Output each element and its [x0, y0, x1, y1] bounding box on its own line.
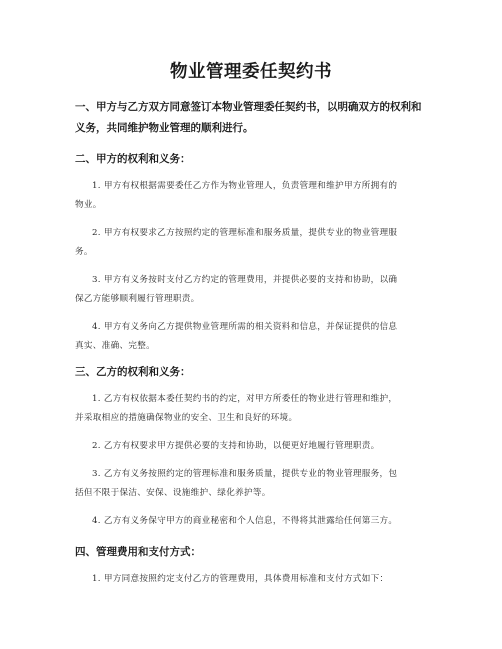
- section-3-item-1-line-2: 并采取相应的措施确保物业的安全、卫生和良好的环境。: [75, 412, 298, 423]
- section-3-item-1: [75, 390, 431, 427]
- section-3-item-4: [75, 512, 431, 531]
- section-2-heading: 二、甲方的权利和义务：: [75, 153, 191, 165]
- section-2-item-3: [75, 271, 431, 308]
- section-2-item-2-line-2: 务。: [75, 246, 93, 257]
- section-3-item-2-line-1: 2. 乙方有权要求甲方提供必要的支持和协助，以便更好地履行管理职责。: [92, 441, 380, 451]
- section-2-item-4-line-2: 真实、准确、完整。: [75, 340, 156, 351]
- section-2-item-2: [75, 224, 431, 261]
- section-4-item-1: [75, 570, 431, 589]
- section-3-item-3: [75, 465, 431, 502]
- section-3-item-1-line-1: 1. 乙方有权依据本委任契约书的约定，对甲方所委任的物业进行管理和维护，: [92, 394, 398, 404]
- section-2-item-4-line-1: 4. 甲方有义务向乙方提供物业管理所需的相关资料和信息，并保证提供的信息: [92, 322, 398, 332]
- section-4-heading: 四、管理费用和支付方式：: [75, 546, 201, 558]
- section-3-heading: 三、乙方的权利和义务：: [75, 366, 191, 378]
- section-2-item-4: [75, 318, 431, 355]
- intro-line-2: 义务，共同维护物业管理的顺利进行。: [75, 122, 254, 134]
- section-2-item-2-line-1: 2. 甲方有权要求乙方按照约定的管理标准和服务质量，提供专业的物业管理服: [92, 228, 398, 238]
- section-2-item-1-line-2: 物业。: [75, 199, 102, 210]
- section-3-item-3-line-2: 括但不限于保洁、安保、设施维护、绿化养护等。: [75, 487, 271, 498]
- section-2-item-1: [75, 177, 431, 214]
- section-3-item-2: [75, 437, 431, 456]
- document-title: 物业管理委任契约书: [170, 62, 332, 82]
- section-2-item-3-line-1: 3. 甲方有义务按时支付乙方约定的管理费用，并提供必要的支持和协助，以确: [92, 275, 398, 285]
- section-2-item-1-line-1: 1. 甲方有权根据需要委任乙方作为物业管理人，负责管理和维护甲方所拥有的: [92, 181, 398, 191]
- section-2-item-3-line-2: 保乙方能够顺利履行管理职责。: [75, 293, 200, 304]
- section-3-item-4-line-1: 4. 乙方有义务保守甲方的商业秘密和个人信息，不得将其泄露给任何第三方。: [92, 516, 398, 526]
- intro-line-1: 一、甲方与乙方双方同意签订本物业管理委任契约书，以明确双方的权利和: [75, 101, 422, 113]
- section-3-item-3-line-1: 3. 乙方有义务按照约定的管理标准和服务质量，提供专业的物业管理服务，包: [92, 469, 398, 479]
- section-4-item-1-line-1: 1. 甲方同意按照约定支付乙方的管理费用，具体费用标准和支付方式如下：: [92, 574, 389, 584]
